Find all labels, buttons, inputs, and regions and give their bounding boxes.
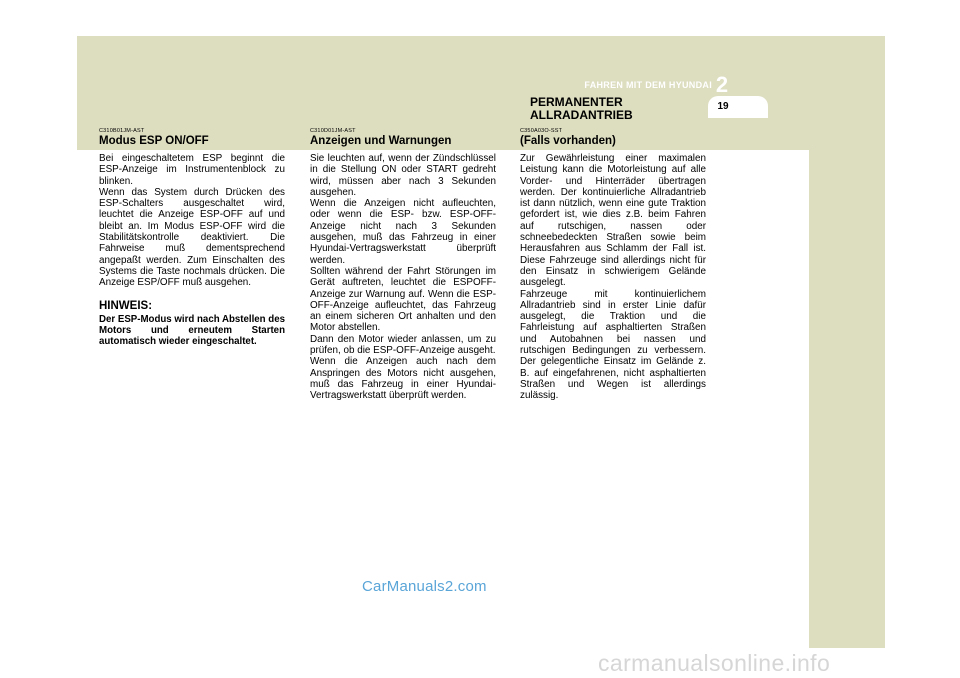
section-heading: Modus ESP ON/OFF (99, 135, 209, 147)
chapter-number: 2 (715, 72, 729, 97)
section-body: Zur Gewährleistung einer maximalen Leistung kann die Motorleistung auf alle Vorder- und Hinterräder übertragen werden. Der kontinuierliche Allradantrieb ist dann nützlich, wenn eine gute Traktion gefordert ist, wie dies z.B. beim Fahren auf rutschigen, nassen oder schneebedeckten Straßen sowie beim Herausfahren aus Schlamm der Fall ist. Diese Fahrzeuge sind allerdings nicht für den Einsatz in schwierigem Gelände ausgelegt. Fahrzeuge mit kontinuierlichem Allradantrieb sind in erster Linie dafür ausgelegt, die Traktion und die Fahrleistung auf asphaltierten Straßen und Autobahnen bei nassen und rutschigen Bedingungen zu verbessern. Der gelegentliche Einsatz im Gelände z. B. auf eingefahrenen, nicht asphaltierten Straßen und Wegen ist allerdings zulässig. (520, 153, 706, 402)
note-title: HINWEIS: (99, 299, 153, 312)
section-body: Bei eingeschaltetem ESP beginnt die ESP-Anzeige im Instrumentenblock zu blinken. Wenn das System durch Drücken des ESP-Schalters ausgeschaltet wird, leuchtet die Anzeige ESP-OFF auf und bleibt an. Im Modus ESP-OFF wird die Stabilitätskontrolle deaktiviert. Die Fahrweise muß dementsprechend angepaßt werden. Zum Einschalten des Systems die Taste nochmals drücken. Die Anzeige ESP/OFF muß ausgehen. (99, 153, 285, 289)
section-code: C310D01JM-AST (310, 128, 356, 134)
page-number: 19 (717, 101, 729, 112)
column-esp-mode (99, 128, 285, 347)
note-text: Der ESP-Modus wird nach Abstellen des Motors und erneutem Starten automatisch wieder eingeschaltet. (99, 313, 285, 348)
section-heading: (Falls vorhanden) (520, 135, 616, 147)
section-body: Sie leuchten auf, wenn der Zündschlüssel in die Stellung ON oder START gedreht wird, müssen aber nach 3 Sekunden ausgehen. Wenn die Anzeigen nicht aufleuchten, oder wenn die ESP- bzw. ESP-OFF-Anzeige nicht nach 3 Sekunden ausgehen, muß das Fahrzeug in einer Hyundai-Vertragswerkstatt überprüft werden. Sollten während der Fahrt Störungen im Gerät auftreten, leuchtet die ESPOFF-Anzeige zur Warnung auf. Wenn die ESP-OFF-Anzeige aufleuchtet, das Fahrzeug an einem sicheren Ort anhalten und den Motor abstellen. Dann den Motor wieder anlassen, um zu prüfen, ob die ESP-OFF-Anzeige ausgeht. Wenn die Anzeigen auch nach dem Anspringen des Motors nicht ausgehen, muß das Fahrzeug in einer Hyundai-Vertragswerkstatt überprüft werden. (310, 153, 496, 402)
chapter-title: FAHREN MIT DEM HYUNDAI (584, 80, 712, 90)
section-code: C350A03O-SST (520, 128, 563, 134)
section-code: C310B01JM-AST (99, 128, 145, 134)
side-band (809, 36, 885, 648)
section-heading: Anzeigen und Warnungen (310, 135, 452, 147)
watermark-carmanuals2[interactable]: CarManuals2.com (362, 578, 487, 595)
column-warnings (310, 128, 496, 402)
section-tab-title: PERMANENTER ALLRADANTRIEB (530, 95, 633, 122)
column-awd (520, 128, 706, 402)
watermark-carmanualsonline: carmanualsonline.info (598, 650, 831, 676)
